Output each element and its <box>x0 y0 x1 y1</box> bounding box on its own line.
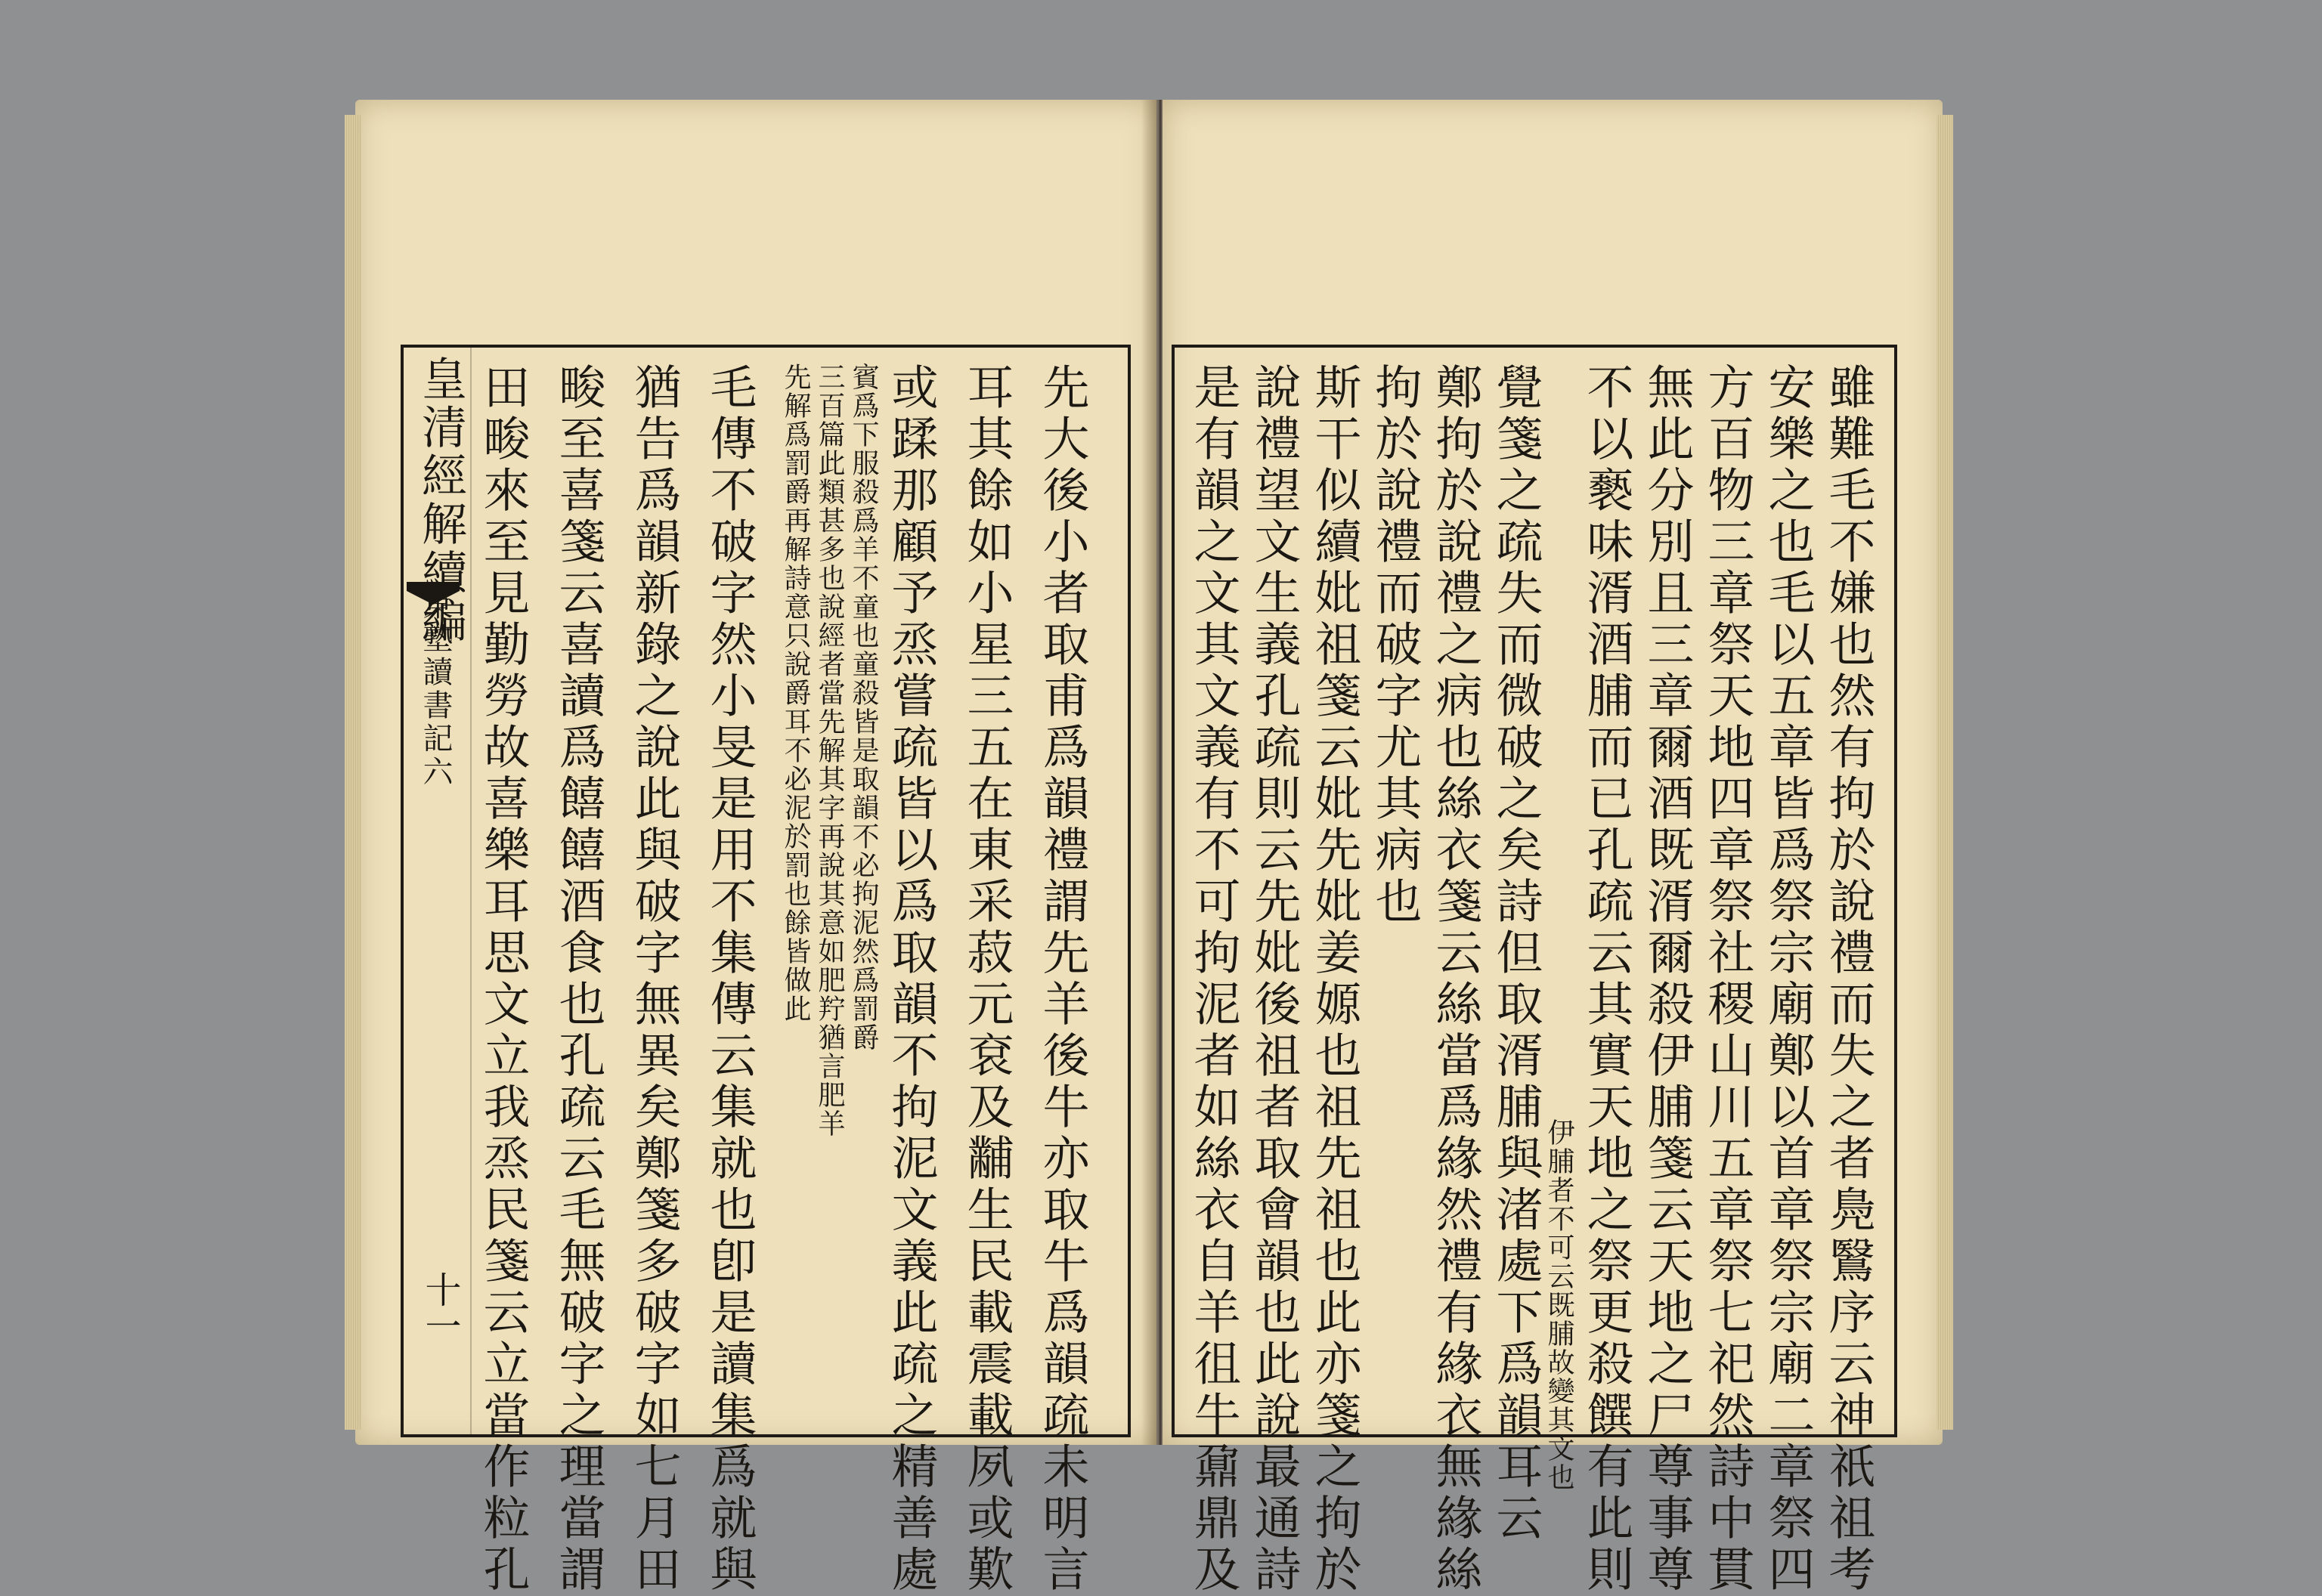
right-text-column: 雖難毛不嫌也然有拘於說禮而失之者鳧鷖序云神祇祖考 <box>1821 363 1876 1596</box>
left-text-column: 或蹂那顧予烝嘗疏皆以爲取韻不拘泥文義此疏之精善處 <box>884 363 939 1596</box>
left-text-frame <box>401 345 1131 1596</box>
left-spine-folio: 十一 <box>419 1271 461 1344</box>
left-text-column: 耳其餘如小星三五在東采菽元袞及黼生民載震載夙或歎 <box>959 363 1014 1596</box>
open-book <box>355 100 1943 1596</box>
right-text-frame <box>1172 345 1897 1596</box>
right-text-column: 是有韻之文其文義有不可拘泥者如絲衣自羊徂牛鼐鼎及 <box>1186 363 1241 1596</box>
right-text-column: 覺箋之疏失而微破之矣詩但取湑脯與渚處下爲韻耳云 <box>1488 363 1543 1545</box>
right-text-column: 無此分別且三章爾酒既湑爾殺伊脯箋云天地之尸尊事尊 <box>1639 363 1695 1596</box>
right-page-edges <box>1937 115 1953 1430</box>
right-text-column: 方百物三章祭天地四章祭社稷山川五章祭七祀然詩中貫 <box>1700 363 1755 1596</box>
left-text-column: 先大後小者取甫爲韻禮謂先羊後牛亦取牛爲韻疏未明言 <box>1035 363 1090 1596</box>
left-text-column: 毛傳不破字然小旻是用不集傳云集就也卽是讀集爲就與 <box>702 363 757 1596</box>
left-text-column: 畯至喜箋云喜讀爲饎饎酒食也孔疏云毛無破字之理當謂 <box>551 363 606 1596</box>
left-page-edges <box>345 115 361 1430</box>
left-page <box>355 100 1156 1596</box>
right-small-note: 伊脯者不可云既脯故變其文也 <box>1543 1118 1574 1492</box>
left-small-column: 三百篇此類甚多也說經者當先解其字再說其意如肥羜猶言肥羊 <box>814 363 845 1138</box>
left-small-column: 先解爲罰爵再解詩意只說爵耳不必泥於罰也餘皆做此 <box>780 363 811 1023</box>
right-text-column: 說禮望文生義孔疏則云先妣後祖者取會韻也此說最通詩 <box>1246 363 1302 1596</box>
left-text-column: 猶告爲韻新錄之說此與破字無異矣鄭箋多破字如七月田 <box>627 363 682 1596</box>
right-text-column: 鄭拘於說禮之病也絲衣箋云絲當爲緣然禮有緣衣無緣絲 <box>1428 363 1483 1596</box>
right-text-column: 拘於說禮而破字尤其病也 <box>1367 363 1423 928</box>
right-text-column: 安樂之也毛以五章皆爲祭宗廟鄭以首章祭宗廟二章祭四 <box>1760 363 1816 1596</box>
right-text-column: 斯干似續妣祖箋云妣先妣姜嫄也祖先祖也此亦箋之拘於 <box>1307 363 1362 1596</box>
column-rule <box>470 348 472 1434</box>
right-text-column: 不以褻味湑酒脯而已孔疏云其實天地之祭更殺饌有此則 <box>1579 363 1634 1596</box>
left-spine-title: 皇清經解續編 <box>414 355 467 645</box>
left-text-column: 田畯來至見勤勞故喜樂耳思文立我烝民箋云立當作粒孔 <box>475 363 531 1596</box>
left-small-column: 賓爲下服殺爲羊不童也童殺皆是取韻不必拘泥然爲罰爵 <box>848 363 879 1052</box>
left-spine-subtitle: 東塾讀書記六 <box>418 589 453 789</box>
